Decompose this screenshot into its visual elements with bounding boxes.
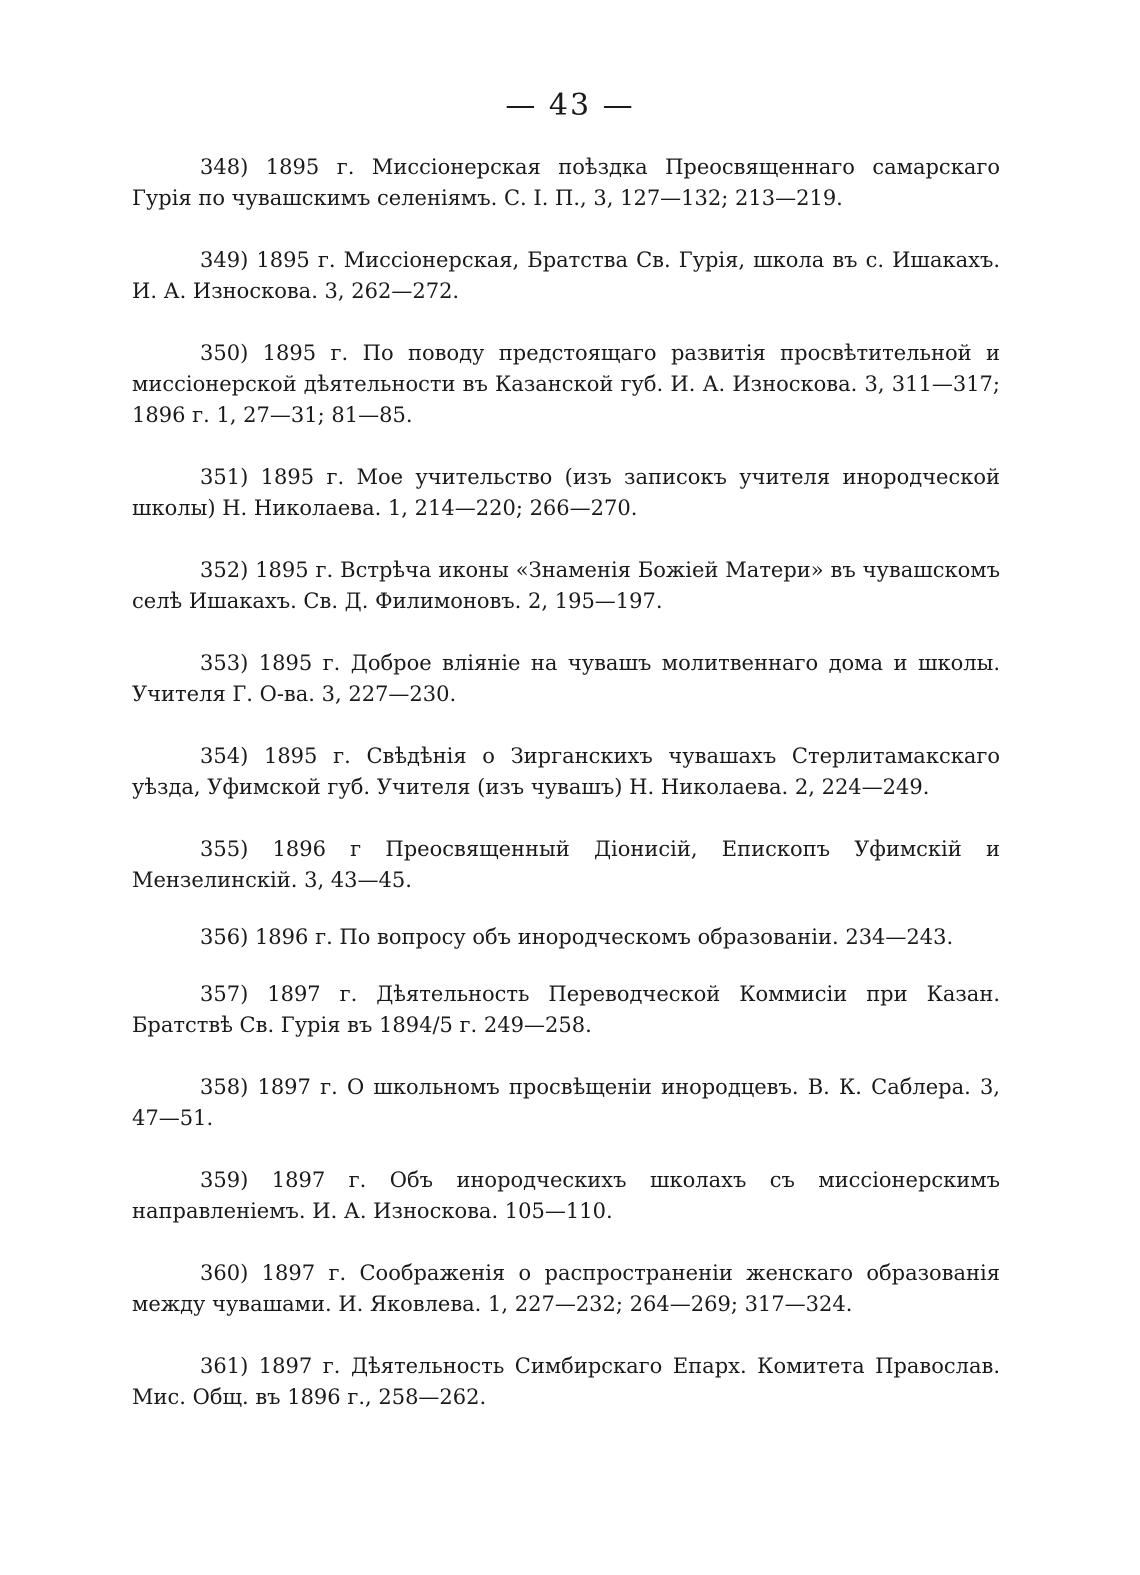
list-item: 352) 1895 г. Встрѣча иконы «Знаменія Божіей Матери» въ чувашскомъ селѣ Ишакахъ. Св. Д. Филимоновъ. 2, 195—197. <box>132 558 1000 613</box>
page-number: — 43 — <box>505 88 635 123</box>
list-item: 360) 1897 г. Соображенія о распространеніи женскаго образованія между чувашами. И. Яковлева. 1, 227—232; 264—269; 317—324. <box>132 1261 1000 1316</box>
list-item: 353) 1895 г. Доброе вліяніе на чувашъ молитвеннаго дома и школы. Учителя Г. О-ва. 3, 227—230. <box>132 651 1000 706</box>
list-item: 351) 1895 г. Мое учительство (изъ записокъ учителя инородческой школы) Н. Николаева. 1, 214—220; 266—270. <box>132 465 1000 520</box>
list-item: 361) 1897 г. Дѣятельность Симбирскаго Епарх. Комитета Православ. Мис. Общ. въ 1896 г., 258—262. <box>132 1354 1000 1409</box>
list-item: 348) 1895 г. Миссіонерская поѣздка Преосвященнаго самарскаго Гурія по чувашскимъ селеніямъ. С. I. П., 3, 127—132; 213—219. <box>132 155 1000 210</box>
list-item: 357) 1897 г. Дѣятельность Переводческой Коммисіи при Казан. Братствѣ Св. Гурія въ 1894/5 г. 249—258. <box>132 982 1000 1037</box>
list-item: 359) 1897 г. Объ инородческихъ школахъ съ миссіонерскимъ направленіемъ. И. А. Износкова. 105—110. <box>132 1168 1000 1223</box>
list-item: 350) 1895 г. По поводу предстоящаго развитія просвѣтительной и миссіонерской дѣятельности въ Казанской губ. И. А. Износкова. 3, 311—317; 1896 г. 1, 27—31; 81—85. <box>132 341 1000 427</box>
list-item: 356) 1896 г. По вопросу объ инородческомъ образованіи. 234—243. <box>200 925 954 949</box>
list-item: 349) 1895 г. Миссіонерская, Братства Св. Гурія, школа въ с. Ишакахъ. И. А. Износкова. 3, 262—272. <box>132 248 1000 303</box>
list-item: 355) 1896 г Преосвященный Діонисій, Епископъ Уфимскій и Мензелинскій. 3, 43—45. <box>132 837 1000 892</box>
list-item: 358) 1897 г. О школьномъ просвѣщеніи инородцевъ. В. К. Саблера. 3, 47—51. <box>132 1075 1000 1130</box>
bibliography-list <box>132 152 1000 1444</box>
list-item: 354) 1895 г. Свѣдѣнія о Зирганскихъ чувашахъ Стерлитамакскаго уѣзда, Уфимской губ. Учителя (изъ чувашъ) Н. Николаева. 2, 224—249. <box>132 744 1000 799</box>
